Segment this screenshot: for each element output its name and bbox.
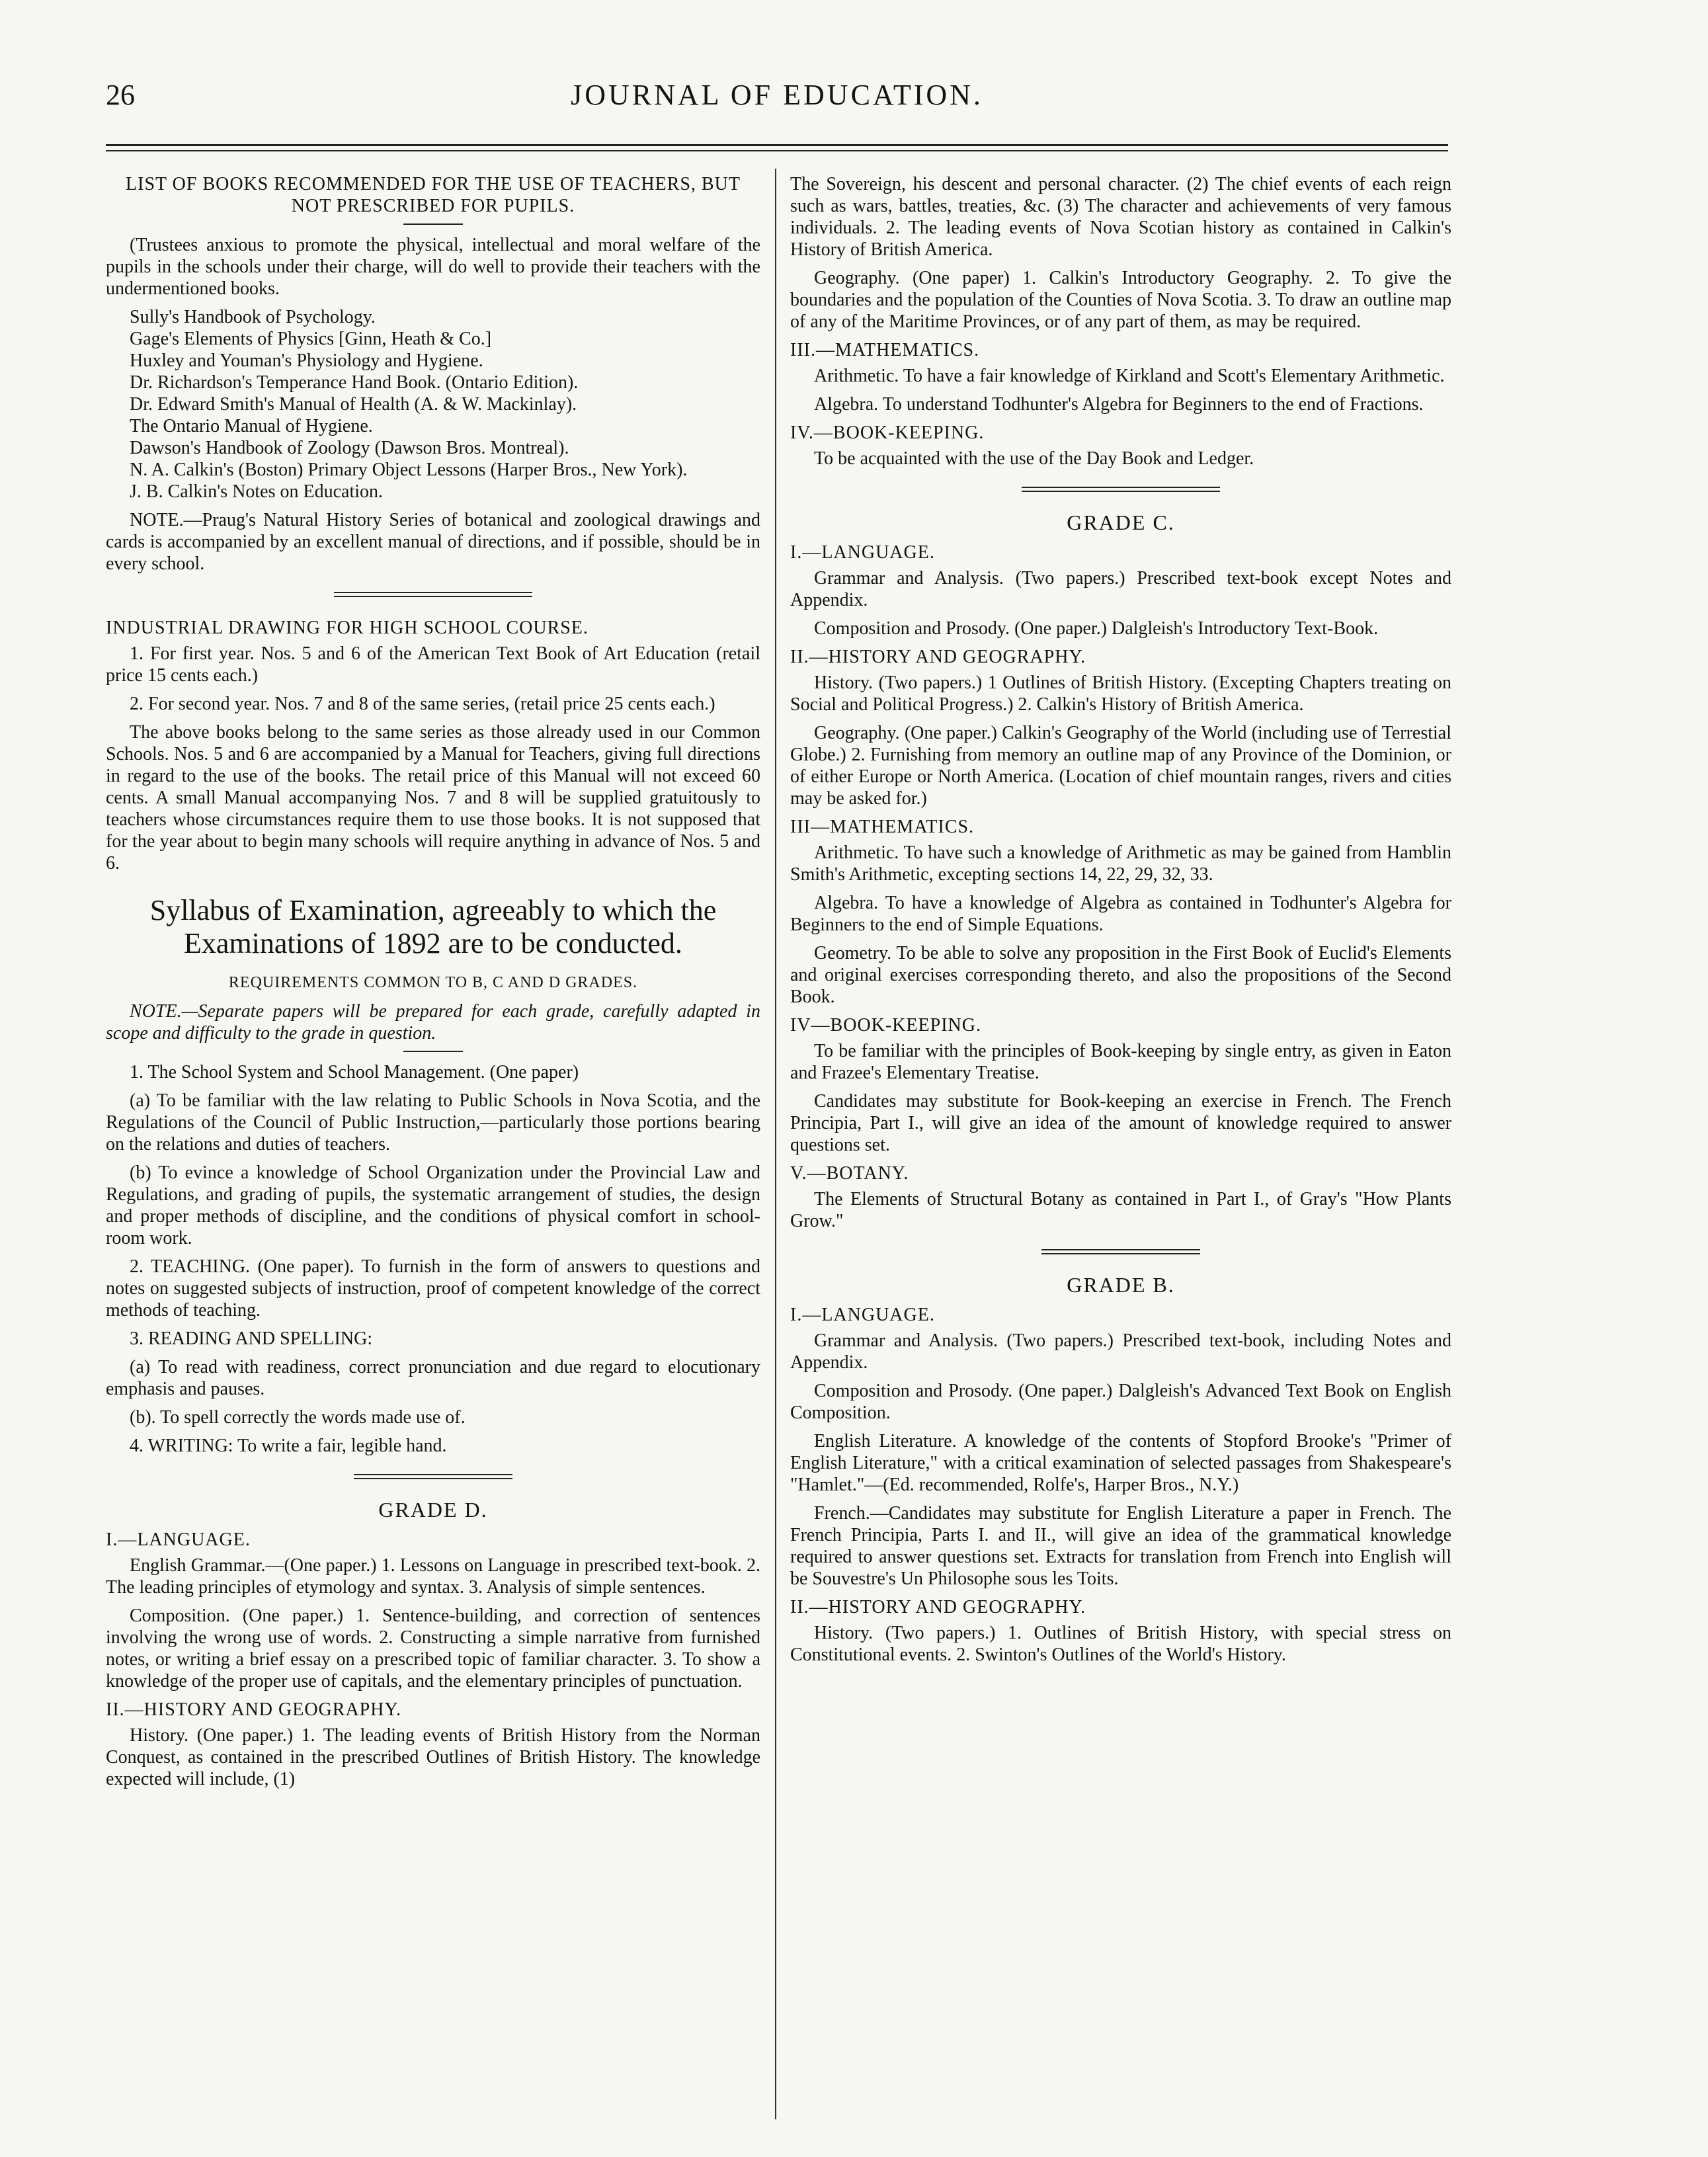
page-header bbox=[106, 78, 1448, 118]
grade-c-algebra: Algebra. To have a knowledge of Algebra as contained in Todhunter's Algebra for Beginners to the end of Simple Equations. bbox=[790, 893, 1451, 935]
grade-b-history: History. (Two papers.) 1. Outlines of British History, with special stress on Constitutional events. 2. Swinton's Outlines of the World's History. bbox=[790, 1623, 1451, 1665]
grade-d-grammar: English Grammar.—(One paper.) 1. Lessons on Language in prescribed text-book. 2. The leading principles of etymology and syntax. 3. Analysis of simple sentences. bbox=[106, 1555, 760, 1598]
drawing-item-1: 1. For first year. Nos. 5 and 6 of the American Text Book of Art Education (retail price 15 cents each.) bbox=[106, 643, 760, 686]
right-column bbox=[790, 173, 1451, 1672]
running-title: JOURNAL OF EDUCATION. bbox=[571, 79, 983, 111]
grade-c-bookkeeping-heading: IV—BOOK-KEEPING. bbox=[790, 1015, 981, 1036]
drawing-note: The above books belong to the same series as those already used in our Common Schools. Nos. 5 and 6 are accompanied by a Manual for Teachers, giving full directions in regard to the use of the books. The retail price of this Manual will not exceed 60 cents. A small Manual accompanying Nos. 7 and 8 will be supplied gratuitously to teachers whose circumstances require them to use those books. It is not supposed that for the year about to begin many schools will require anything in advance of Nos. 5 and 6. bbox=[106, 722, 760, 874]
book-item: Gage's Elements of Physics [Ginn, Heath & Co.] bbox=[130, 329, 492, 349]
grade-c-history: History. (Two papers.) 1 Outlines of British History. (Excepting Chapters treating on Social and Political Progress.) 2. Calkin's History of British America. bbox=[790, 672, 1451, 715]
grade-b-grammar: Grammar and Analysis. (Two papers.) Prescribed text-book, including Notes and Appendix. bbox=[790, 1330, 1451, 1373]
books-heading: LIST OF BOOKS RECOMMENDED FOR THE USE OF TEACHERS, BUT NOT PRESCRIBED FOR PUPILS. bbox=[126, 174, 741, 216]
common-item-1: 1. The School System and School Management. (One paper) bbox=[130, 1062, 579, 1082]
common-note: NOTE.—Separate papers will be prepared for each grade, carefully adapted in scope and difficulty to the grade in question. bbox=[106, 1001, 760, 1043]
grade-c-geometry: Geometry. To be able to solve any proposition in the First Book of Euclid's Elements and original exercises corresponding thereto, and also the propositions of the Second Book. bbox=[790, 943, 1451, 1007]
grade-d-algebra: Algebra. To understand Todhunter's Algebra for Beginners to the end of Fractions. bbox=[814, 394, 1424, 415]
grade-d-bookkeeping: To be acquainted with the use of the Day Book and Ledger. bbox=[814, 448, 1254, 469]
drawing-heading: INDUSTRIAL DRAWING FOR HIGH SCHOOL COURSE. bbox=[106, 618, 589, 638]
grade-c-math-heading: III—MATHEMATICS. bbox=[790, 817, 975, 837]
book-item: Huxley and Youman's Physiology and Hygiene. bbox=[130, 350, 483, 371]
grade-d-math-heading: III.—MATHEMATICS. bbox=[790, 340, 980, 360]
common-item-2: 2. TEACHING. (One paper). To furnish in the form of answers to questions and notes on suggested subjects of instruction, proof of competent knowledge of the correct methods of teaching. bbox=[106, 1256, 760, 1321]
section-rule bbox=[354, 1474, 512, 1479]
books-intro: (Trustees anxious to promote the physical, intellectual and moral welfare of the pupils in the schools under their charge, will do well to provide their teachers with the undermentioned books. bbox=[106, 235, 760, 299]
grade-d-history-heading: II.—HISTORY AND GEOGRAPHY. bbox=[106, 1699, 402, 1720]
book-list bbox=[106, 306, 760, 503]
grade-b-composition: Composition and Prosody. (One paper.) Dalgleish's Advanced Text Book on English Composition. bbox=[790, 1381, 1451, 1423]
grade-d-history: History. (One paper.) 1. The leading events of British History from the Norman Conquest, as contained in the prescribed Outlines of British History. The knowledge expected will include, (1) bbox=[106, 1725, 760, 1789]
grade-c-composition: Composition and Prosody. (One paper.) Dalgleish's Introductory Text-Book. bbox=[814, 618, 1379, 639]
common-item-3a: (a) To read with readiness, correct pronunciation and due regard to elocutionary emphasis and pauses. bbox=[106, 1357, 760, 1399]
grade-c-bookkeeping: To be familiar with the principles of Book-keeping by single entry, as given in Eaton and Frazee's Elementary Treatise. bbox=[790, 1041, 1451, 1083]
grade-d-bookkeeping-heading: IV.—BOOK-KEEPING. bbox=[790, 423, 985, 443]
grade-c-heading: GRADE C. bbox=[1067, 510, 1175, 534]
syllabus-heading: Syllabus of Examination, agreeably to which the Examinations of 1892 are to be conducted. bbox=[149, 894, 717, 959]
book-item: The Ontario Manual of Hygiene. bbox=[130, 416, 373, 436]
book-item: Dawson's Handbook of Zoology (Dawson Bros. Montreal). bbox=[130, 438, 569, 458]
grade-c-botany-heading: V.—BOTANY. bbox=[790, 1163, 909, 1184]
grade-c-arithmetic: Arithmetic. To have such a knowledge of Arithmetic as may be gained from Hamblin Smith's Arithmetic, excepting sections 14, 22, 29, 32, 33. bbox=[790, 842, 1451, 885]
grade-c-grammar: Grammar and Analysis. (Two papers.) Prescribed text-book except Notes and Appendix. bbox=[790, 568, 1451, 610]
grade-c-geography: Geography. (One paper.) Calkin's Geography of the World (including use of Terrestial Globe.) 2. Furnishing from memory an outline map of any Province of the Dominion, or of either Europe or North America. (Location of chief mountain ranges, rivers and cities may be asked for.) bbox=[790, 723, 1451, 809]
short-rule bbox=[403, 1051, 463, 1052]
grade-b-heading: GRADE B. bbox=[1067, 1273, 1175, 1297]
page-number: 26 bbox=[106, 79, 135, 111]
grade-b-french: French.—Candidates may substitute for English Literature a paper in French. The French Principia, Parts I. and II., will give an idea of the grammatical knowledge required to answer questions set. Extracts for translation from French into English will be Souvestre's Un Philosophe sous les Toits. bbox=[790, 1503, 1451, 1589]
common-item-4: 4. WRITING: To write a fair, legible hand. bbox=[130, 1436, 447, 1456]
common-heading: REQUIREMENTS COMMON TO B, C AND D GRADES. bbox=[228, 974, 638, 991]
grade-c-botany: The Elements of Structural Botany as contained in Part I., of Gray's "How Plants Grow." bbox=[790, 1189, 1451, 1231]
common-item-3b: (b). To spell correctly the words made use of. bbox=[130, 1407, 466, 1428]
section-rule bbox=[1041, 1249, 1200, 1254]
common-item-1b: (b) To evince a knowledge of School Organization under the Provincial Law and Regulations, and grading of pupils, the systematic arrangement of studies, the design and proper methods of discipline, and the conditions of physical comfort in school-room work. bbox=[106, 1162, 760, 1248]
section-rule bbox=[1022, 487, 1220, 492]
book-item: Dr. Richardson's Temperance Hand Book. (Ontario Edition). bbox=[130, 372, 579, 393]
grade-d-geography: Geography. (One paper) 1. Calkin's Introductory Geography. 2. To give the boundaries and the population of the Counties of Nova Scotia. 3. To draw an outline map of any of the Maritime Provinces, or of any part of them, as may be required. bbox=[790, 268, 1451, 332]
common-item-3: 3. READING AND SPELLING: bbox=[130, 1328, 373, 1349]
column-divider bbox=[775, 169, 776, 2119]
left-column bbox=[106, 173, 760, 1797]
grade-c-history-heading: II.—HISTORY AND GEOGRAPHY. bbox=[790, 647, 1086, 667]
history-continued: The Sovereign, his descent and personal character. (2) The chief events of each reign such as wars, battles, treaties, &c. (3) The character and achievements of very famous individuals. 2. The leading events of Nova Scotian history as contained in Calkin's History of British America. bbox=[790, 174, 1451, 260]
book-item: Dr. Edward Smith's Manual of Health (A. & W. Mackinlay). bbox=[130, 394, 577, 415]
grade-b-history-heading: II.—HISTORY AND GEOGRAPHY. bbox=[790, 1597, 1086, 1617]
book-item: Sully's Handbook of Psychology. bbox=[130, 307, 376, 327]
section-rule bbox=[334, 592, 532, 597]
grade-d-composition: Composition. (One paper.) 1. Sentence-building, and correction of sentences involving the wrong use of words. 2. Constructing a simple narrative from furnished notes, or writing a brief essay on a prescribed topic of familiar character. 3. To show a knowledge of the proper use of capitals, and the elementary principles of punctuation. bbox=[106, 1606, 760, 1691]
books-note: NOTE.—Praug's Natural History Series of botanical and zoological drawings and cards is accompanied by an excellent manual of directions, and if possible, should be in every school. bbox=[106, 510, 760, 574]
grade-d-heading: GRADE D. bbox=[378, 1498, 488, 1522]
grade-d-arithmetic: Arithmetic. To have a fair knowledge of Kirkland and Scott's Elementary Arithmetic. bbox=[814, 366, 1445, 386]
drawing-item-2: 2. For second year. Nos. 7 and 8 of the same series, (retail price 25 cents each.) bbox=[130, 694, 715, 714]
header-rule bbox=[106, 144, 1448, 151]
grade-b-literature: English Literature. A knowledge of the contents of Stopford Brooke's "Primer of English Literature," with a critical examination of selected passages from Shakespeare's "Hamlet."—(Ed. recommended, Rolfe's, Harper Bros., N.Y.) bbox=[790, 1431, 1451, 1495]
common-item-1a: (a) To be familiar with the law relating to Public Schools in Nova Scotia, and the Regulations of the Council of Public Instruction,—particularly those portions bearing on the relations and duties of teachers. bbox=[106, 1090, 760, 1155]
grade-d-language: I.—LANGUAGE. bbox=[106, 1529, 251, 1550]
grade-c-language: I.—LANGUAGE. bbox=[790, 542, 935, 563]
grade-c-french-option: Candidates may substitute for Book-keeping an exercise in French. The French Principia, Part I., will give an idea of the amount of knowledge required to answer questions set. bbox=[790, 1091, 1451, 1155]
book-item: N. A. Calkin's (Boston) Primary Object Lessons (Harper Bros., New York). bbox=[130, 460, 688, 480]
book-item: J. B. Calkin's Notes on Education. bbox=[130, 481, 384, 502]
short-rule bbox=[403, 224, 463, 225]
grade-b-language: I.—LANGUAGE. bbox=[790, 1305, 935, 1325]
